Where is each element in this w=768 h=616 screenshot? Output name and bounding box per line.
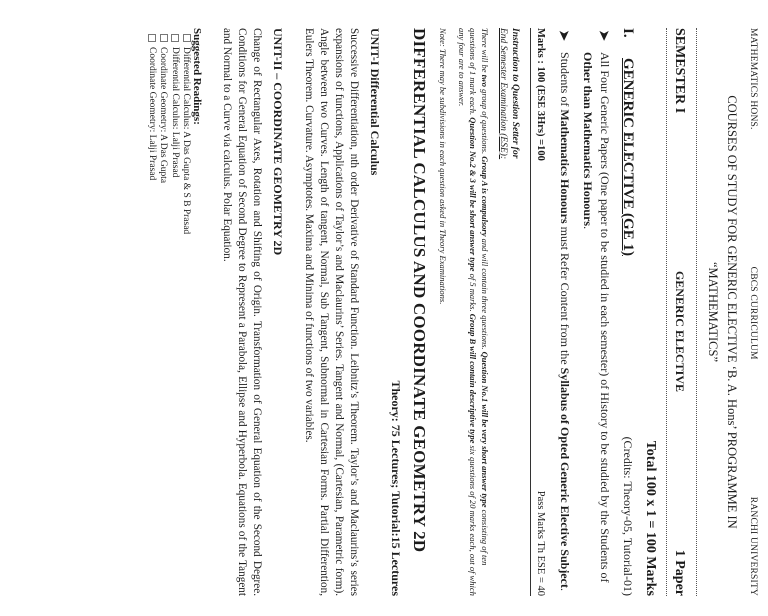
note: Note: There may be subdivisions in each question asked in Theory Examinations. [438, 28, 449, 305]
header-center: CBCS CURRICULUM [748, 266, 758, 360]
checkbox-bullet-icon [160, 34, 168, 42]
instruction-emphasis: two [480, 74, 490, 87]
arrow-bullet-icon: ➤ [597, 30, 612, 41]
generic-elective-heading [619, 28, 636, 596]
semester-label: SEMESTER I [672, 28, 687, 114]
instruction-title: Instruction to Question Setter for [510, 28, 520, 159]
bullet-text: All Four Generic Papers (One paper to be studied in each semester) of History to be studied by the Students of [598, 52, 612, 583]
bullet-text: Students of [558, 52, 572, 110]
programme-subject: “MATHEMATICS” [706, 262, 720, 362]
instruction-subtitle: End Semester Examination (ESE): [498, 28, 508, 160]
reading-text: Coordinate Geometry: Lalji Prasad [147, 47, 157, 181]
bullet-text: . [558, 587, 572, 591]
bullet-emphasis: Other than Mathematics Honours [581, 52, 595, 227]
instruction-text [456, 28, 491, 596]
reading-text: Differential Calculus: A Das Gupta & S B Prasad [181, 47, 192, 235]
course-title: DIFFERENTIAL CALCULUS AND COORDINATE GEOMETRY 2D [410, 28, 430, 553]
reading-text: Coordinate Geometry: A Das Gupta [158, 47, 169, 184]
marks-row [535, 28, 546, 596]
checkbox-bullet-icon [171, 34, 179, 42]
bullet-item [556, 28, 573, 596]
unit-2-content: Change of Rectangular Axes, Rotation and Shifting of Origin. Transformation of General Equation of the Second Degree. Conditions for General Equation of Second Degree to Represent a Parabola, Ellipse and Hyperbola. Equations of the Tangent and Normal to a Curve via calculus. Polar Equation. [221, 28, 264, 596]
divider [696, 28, 697, 596]
instruction-emphasis: Question No.1 will be very short answer type [480, 351, 490, 508]
bullet-emphasis: Syllabus of Opted Generic Elective Subject [558, 367, 572, 588]
full-marks: Marks : 100 (ESE 3Hrs) =100 [535, 28, 546, 161]
checkbox-bullet-icon [183, 34, 191, 42]
header-left: MATHEMATICS HONS. [748, 28, 758, 130]
unit-1-content: Successive Differentiation, nth order Derivative of Standard Function. Leibnitz’s Theorem. Taylor’s and Maclaurins’s series expansions of functions, Applications of Taylor’s and Maclaurins’ Series. Tangent and Normal, (Cartesian, Parametric form). Angle between two Curves. Length of tangent, Normal, Sub Tangent, Subnormal in Cartesian Forms. Partial Differention, Eulers Theorem. Curvature. Asymptotes. Maxima and Minima of functions of two variables. [303, 28, 361, 596]
instruction-part: consisting of ten questions of 1 mark each. [468, 28, 490, 566]
pass-marks: Pass Marks Th ESE = 40 [535, 490, 546, 596]
reading-text: Differential Calculus: Lalji Prasad [170, 47, 180, 178]
instruction-emphasis: Group B will contain descriptive type [468, 313, 479, 444]
divider [530, 28, 531, 596]
semester-papers: 1 Paper [672, 549, 687, 596]
reading-item [146, 34, 158, 596]
semester-row [671, 28, 687, 596]
semester-category: GENERIC ELECTIVE [673, 270, 687, 392]
instruction-part: of 5 marks. [468, 271, 479, 314]
header-right: RANCHI UNIVERSITY [748, 496, 758, 596]
total-marks: Total 100 x 1 = 100 Marks [643, 440, 658, 596]
page-header [748, 28, 758, 596]
bullet-text: . [581, 226, 595, 230]
arrow-bullet-icon: ➤ [557, 30, 572, 41]
lecture-hours: Theory: 75 Lectures; Tutorial:15 Lectures [389, 380, 404, 596]
bullet-item [579, 28, 613, 596]
reading-item [180, 34, 192, 596]
reading-item [169, 34, 181, 596]
unit-1-title: UNIT-I Differential Calculus [368, 28, 383, 176]
reading-item [157, 34, 169, 596]
instruction-heading [497, 28, 521, 596]
instruction-emphasis: Group A is compulsory [480, 156, 490, 237]
section-title: GENERIC ELECTIVE (GE 1) [620, 58, 636, 256]
suggested-readings-title: Suggested Readings: [191, 28, 204, 125]
section-number: I. [620, 28, 636, 38]
instruction-part: group of questions. [480, 86, 490, 157]
bullet-text: must Refer Content from the [558, 223, 572, 368]
divider [666, 28, 667, 596]
unit-2-title: UNIT-II – COORDINATE GEOMETRY 2D [271, 28, 286, 256]
instruction-part: and will contain three questions. [480, 236, 490, 352]
instruction-part: There will be [480, 28, 490, 75]
credits: (Credits: Theory-05, Tutorial-01) [621, 436, 635, 596]
checkbox-bullet-icon [148, 34, 156, 42]
instruction-emphasis: Question No.2 & 3 will be short answer type [468, 117, 479, 272]
programme-title: COURSES OF STUDY FOR GENERIC ELECTIVE ‘B. A. Hons’ PROGRAMME IN [725, 95, 739, 529]
instruction-part: six questions of 20 marks each, out of which any four are to answer. [457, 28, 479, 596]
bullet-emphasis: Mathematics Honours [558, 109, 572, 224]
